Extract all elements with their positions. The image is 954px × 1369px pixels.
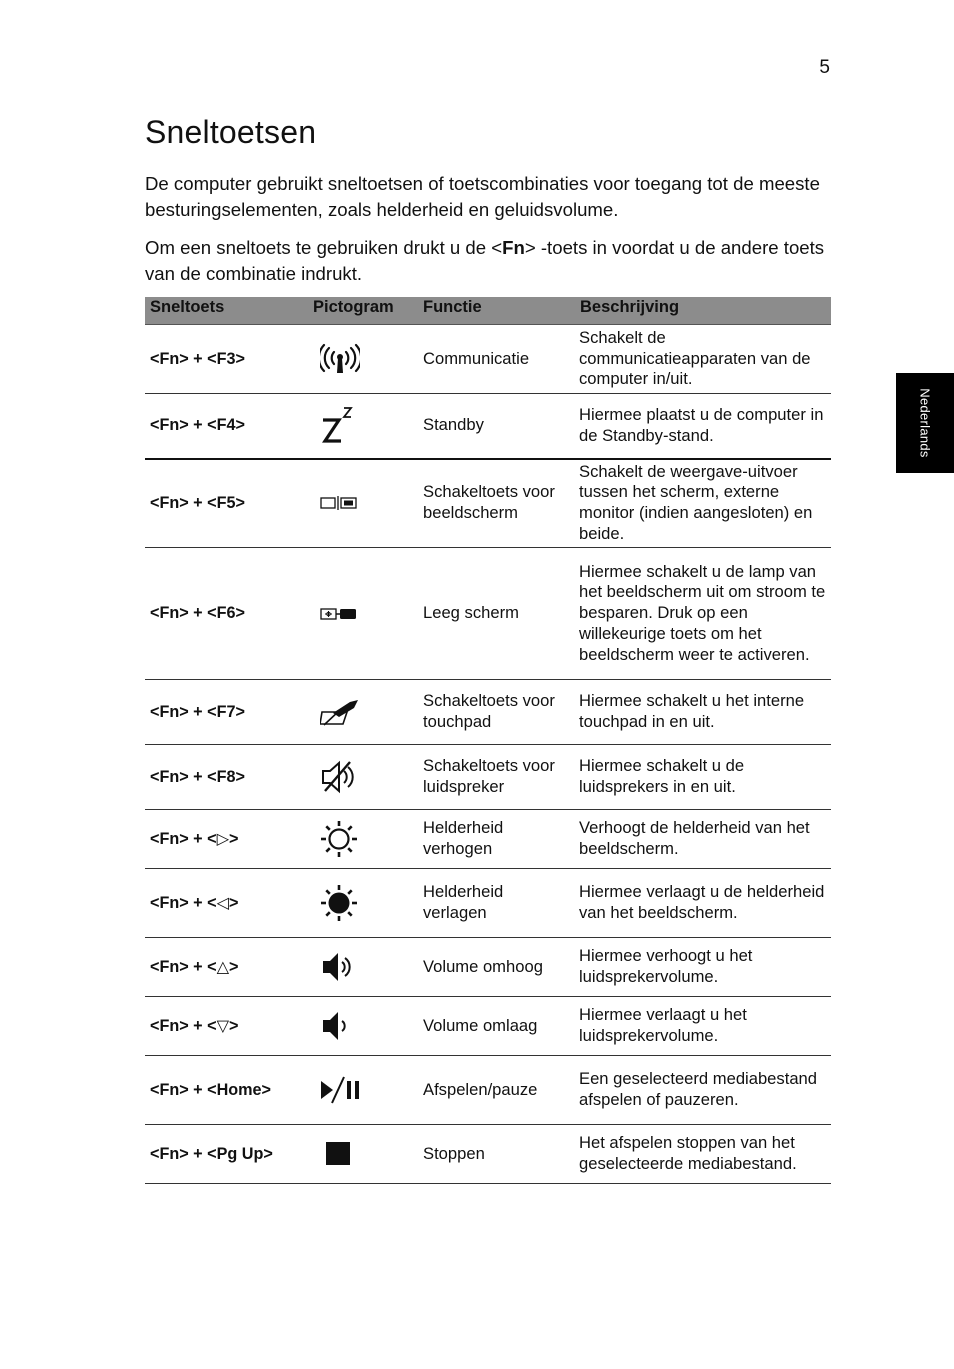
hotkey-cell: <Fn> + <F6> [145,548,308,680]
description-cell: Hiermee plaatst u de computer in de Standby-stand. [575,394,831,459]
stop-icon [320,1142,360,1166]
play-pause-icon [320,1076,364,1104]
description-cell: Schakelt de weergave-uitvoer tussen het scherm, externe monitor (indien aangesloten) en beide. [575,459,831,548]
hotkey-table [145,297,831,1184]
brightness-up-icon [320,820,360,858]
header-function: Functie [418,297,575,325]
hotkey-cell: <Fn> + <▷> [145,810,308,869]
description-cell: Het afspelen stoppen van het geselecteerde mediabestand. [575,1125,831,1184]
icon-cell [308,325,418,394]
table-row [145,325,831,394]
table-row [145,680,831,745]
icon-cell [308,938,418,997]
description-cell: Hiermee verlaagt u het luidsprekervolume. [575,997,831,1056]
function-cell: Stoppen [418,1125,575,1184]
description-cell: Hiermee verhoogt u het luidsprekervolume. [575,938,831,997]
page-number: 5 [819,57,830,78]
screen-blank-icon [320,606,360,622]
table-row [145,745,831,810]
icon-cell [308,548,418,680]
function-cell: Helderheid verhogen [418,810,575,869]
table-row [145,459,831,548]
table-row [145,938,831,997]
hotkey-cell: <Fn> + <Pg Up> [145,1125,308,1184]
brightness-down-icon [320,884,360,922]
hotkey-cell: <Fn> + <F4> [145,394,308,459]
instruction-before: Om een sneltoets te gebruiken drukt u de < [145,237,503,258]
instruction-key: Fn [502,237,525,258]
language-side-tab [896,373,954,473]
header-description: Beschrijving [575,297,831,325]
sleep-zz-icon [320,406,360,446]
function-cell: Volume omlaag [418,997,575,1056]
language-side-tab-label: Nederlands [917,388,933,458]
touchpad-toggle-icon [320,698,360,726]
function-cell: Standby [418,394,575,459]
description-cell: Verhoogt de helderheid van het beeldscherm. [575,810,831,869]
description-cell: Hiermee verlaagt u de helderheid van het beeldscherm. [575,869,831,938]
function-cell: Helderheid verlagen [418,869,575,938]
table-header-row [145,297,831,325]
wireless-communication-icon [320,343,360,375]
hotkey-cell: <Fn> + <F3> [145,325,308,394]
function-cell: Volume omhoog [418,938,575,997]
icon-cell [308,1125,418,1184]
function-cell: Schakeltoets voor luidspreker [418,745,575,810]
speaker-mute-icon [320,760,360,794]
icon-cell [308,459,418,548]
volume-up-icon [320,950,360,984]
description-cell: Hiermee schakelt u de lamp van het beeldscherm uit om stroom te besparen. Druk op een willekeurige toets om het beeldscherm weer te activeren. [575,548,831,680]
hotkey-cell: <Fn> + <F7> [145,680,308,745]
function-cell: Communicatie [418,325,575,394]
description-cell: Hiermee schakelt u de luidsprekers in en uit. [575,745,831,810]
instruction-paragraph [145,235,835,286]
page-title: Sneltoetsen [145,114,317,150]
icon-cell [308,394,418,459]
icon-cell [308,680,418,745]
table-row [145,1125,831,1184]
description-cell: Hiermee schakelt u het interne touchpad in en uit. [575,680,831,745]
icon-cell [308,1056,418,1125]
table-row [145,810,831,869]
icon-cell [308,997,418,1056]
function-cell: Schakeltoets voor beeldscherm [418,459,575,548]
display-switch-icon [320,495,360,511]
icon-cell [308,745,418,810]
function-cell: Schakeltoets voor touchpad [418,680,575,745]
icon-cell [308,869,418,938]
description-cell: Een geselecteerd mediabestand afspelen of pauzeren. [575,1056,831,1125]
hotkey-cell: <Fn> + <◁> [145,869,308,938]
function-cell: Afspelen/pauze [418,1056,575,1125]
description-cell: Schakelt de communicatieapparaten van de computer in/uit. [575,325,831,394]
hotkey-cell: <Fn> + <Home> [145,1056,308,1125]
instruction-after: > -toets in voordat u de andere toets van de combinatie indrukt. [145,237,825,284]
function-cell: Leeg scherm [418,548,575,680]
hotkey-cell: <Fn> + <F8> [145,745,308,810]
table-row [145,1056,831,1125]
hotkey-cell: <Fn> + <F5> [145,459,308,548]
table-row [145,548,831,680]
table-row [145,869,831,938]
header-icon: Pictogram [308,297,418,325]
icon-cell [308,810,418,869]
table-row [145,997,831,1056]
hotkey-cell: <Fn> + <△> [145,938,308,997]
intro-paragraph: De computer gebruikt sneltoetsen of toetscombinaties voor toegang tot de meeste besturingselementen, zoals helderheid en geluidsvolume. [145,173,820,220]
header-hotkey: Sneltoets [145,297,308,325]
hotkey-cell: <Fn> + <▽> [145,997,308,1056]
volume-down-icon [320,1009,360,1043]
table-row [145,394,831,459]
